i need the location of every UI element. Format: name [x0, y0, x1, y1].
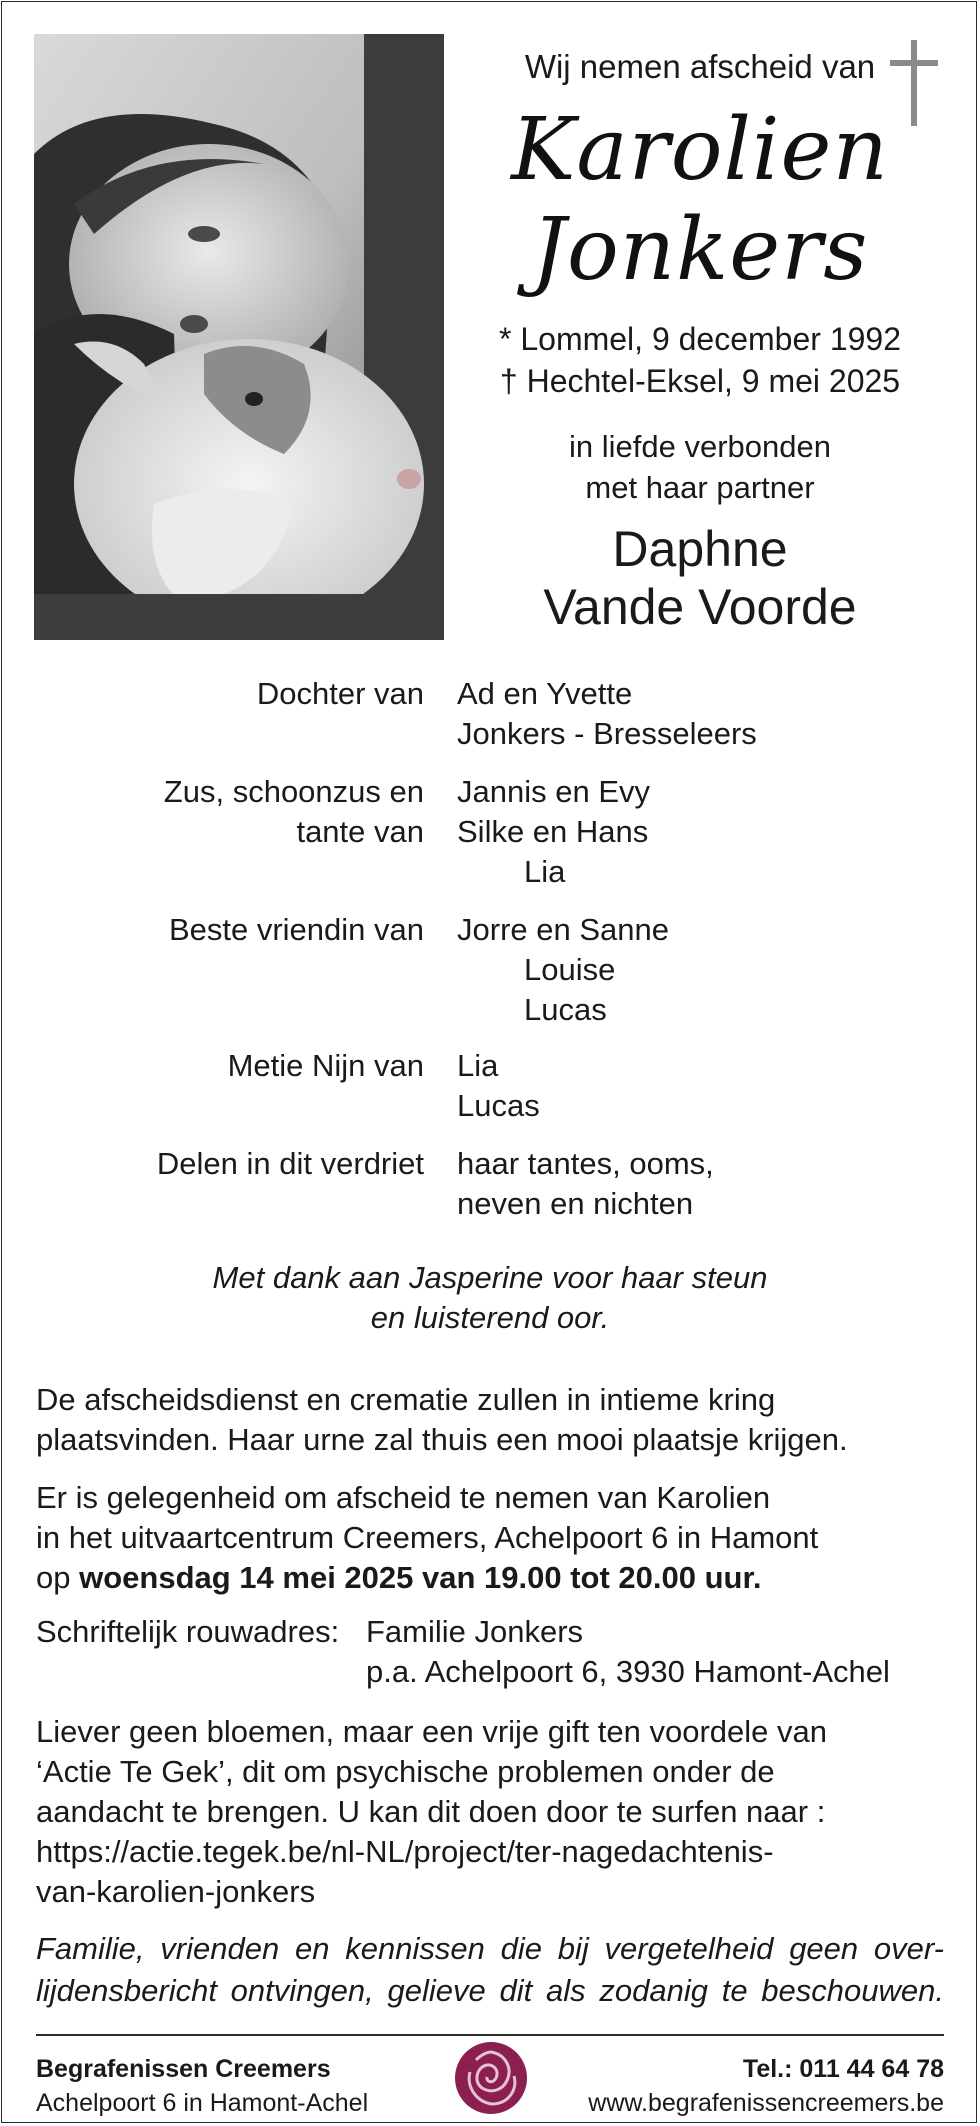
deceased-first-name: Karolien	[511, 100, 889, 200]
relation-value: Silke en Hans	[457, 814, 649, 849]
relation-label-line: tante van	[296, 814, 424, 849]
relation-value: Lucas	[524, 992, 607, 1027]
donation-line: aandacht te brengen. U kan dit doen door te surfen naar :	[36, 1794, 826, 1829]
intro-text: Wij nemen afscheid van	[524, 48, 876, 85]
funeral-home-name: Begrafenissen Creemers	[36, 2055, 331, 2083]
relation-values	[457, 1046, 540, 1126]
relation-values	[457, 674, 757, 754]
visitation-datetime: woensdag 14 mei 2025 van 19.00 tot 20.00 uur.	[79, 1560, 762, 1595]
funeral-home-contact	[588, 2052, 944, 2120]
relation-value: Lucas	[457, 1088, 540, 1123]
visitation-line: in het uitvaartcentrum Creemers, Achelpoort 6 in Hamont	[36, 1520, 819, 1555]
relation-label	[257, 674, 424, 714]
service-line: plaatsvinden. Haar urne zal thuis een mooi plaatsje krijgen.	[36, 1422, 848, 1457]
partner-name-line-2: Vande Voorde	[543, 579, 857, 635]
relation-label-line: Zus, schoonzus en	[163, 774, 424, 809]
relation-value: Lia	[524, 854, 566, 889]
relation-values	[457, 1144, 714, 1224]
relation-values	[457, 910, 669, 1030]
deceased-last-name: Jonkers	[531, 200, 869, 300]
relation-label-line: Beste vriendin van	[168, 912, 424, 947]
donation-paragraph	[36, 1712, 946, 1912]
relation-label	[164, 772, 424, 852]
partner-intro-line-2: met haar partner	[585, 470, 815, 505]
relation-label-line: Dochter van	[256, 676, 424, 711]
donation-link: van-karolien-jonkers	[36, 1874, 316, 1909]
thanks-line: Met dank aan Jasperine voor haar steun	[212, 1260, 768, 1295]
website-link[interactable]: www.begrafenissencreemers.be	[588, 2089, 944, 2117]
visitation-line	[36, 1558, 946, 1598]
relation-label	[228, 1046, 424, 1086]
mourning-address	[366, 1612, 890, 1692]
donation-line: Liever geen bloemen, maar een vrije gift ten voordele van	[36, 1714, 827, 1749]
relation-label-line: Metie Nijn van	[227, 1048, 424, 1083]
life-dates	[480, 318, 920, 402]
partner-name-line-1: Daphne	[612, 521, 788, 577]
funeral-home-address: Achelpoort 6 in Hamont-Achel	[36, 2089, 369, 2117]
donation-link: https://actie.tegek.be/nl-NL/project/ter-nagedachtenis-	[36, 1834, 774, 1869]
address-line: Familie Jonkers	[366, 1614, 584, 1649]
closing-line: Familie, vrienden en kennissen die bij vergetelheid geen over-	[36, 1931, 944, 1966]
thanks-line: en luisterend oor.	[370, 1300, 610, 1335]
partner-intro	[500, 426, 900, 508]
relation-value: haar tantes, ooms,	[457, 1146, 714, 1181]
rose-logo-icon	[452, 2038, 530, 2123]
footer-divider	[36, 2034, 944, 2036]
partner-intro-line-1: in liefde verbonden	[569, 429, 831, 464]
phone-number: Tel.: 011 44 64 78	[742, 2055, 944, 2083]
relation-value: Ad en Yvette	[457, 676, 633, 711]
thanks-note	[120, 1258, 860, 1338]
closing-note	[36, 1928, 944, 2012]
portrait-photo	[34, 34, 444, 640]
visitation-line: Er is gelegenheid om afscheid te nemen van Karolien	[36, 1480, 771, 1515]
relation-value: Lia	[457, 1048, 499, 1083]
relation-label-line: Delen in dit verdriet	[156, 1146, 424, 1181]
address-line: p.a. Achelpoort 6, 3930 Hamont-Achel	[366, 1654, 890, 1689]
visitation-prefix: op	[36, 1560, 71, 1595]
closing-line: lijdensbericht ontvingen, gelieve dit als zodanig te beschouwen.	[36, 1973, 944, 2008]
service-line: De afscheidsdienst en crematie zullen in intieme kring	[36, 1382, 776, 1417]
partner-name	[470, 520, 930, 636]
relation-value: Louise	[524, 952, 616, 987]
relation-label	[157, 1144, 424, 1184]
relation-values	[457, 772, 650, 892]
relation-value: neven en nichten	[457, 1186, 694, 1221]
service-paragraph	[36, 1380, 946, 1460]
funeral-home-info	[36, 2052, 368, 2120]
donation-line: ‘Actie Te Gek’, dit om psychische problemen onder de	[36, 1754, 775, 1789]
relation-label	[169, 910, 424, 950]
relation-value: Jorre en Sanne	[457, 912, 669, 947]
birth-line: * Lommel, 9 december 1992	[499, 321, 901, 357]
relation-value: Jonkers - Bresseleers	[457, 716, 757, 751]
mourning-address-label: Schriftelijk rouwadres:	[36, 1614, 340, 1649]
death-line: † Hechtel-Eksel, 9 mei 2025	[499, 363, 901, 399]
visitation-paragraph	[36, 1478, 946, 1598]
relation-value: Jannis en Evy	[457, 774, 650, 809]
